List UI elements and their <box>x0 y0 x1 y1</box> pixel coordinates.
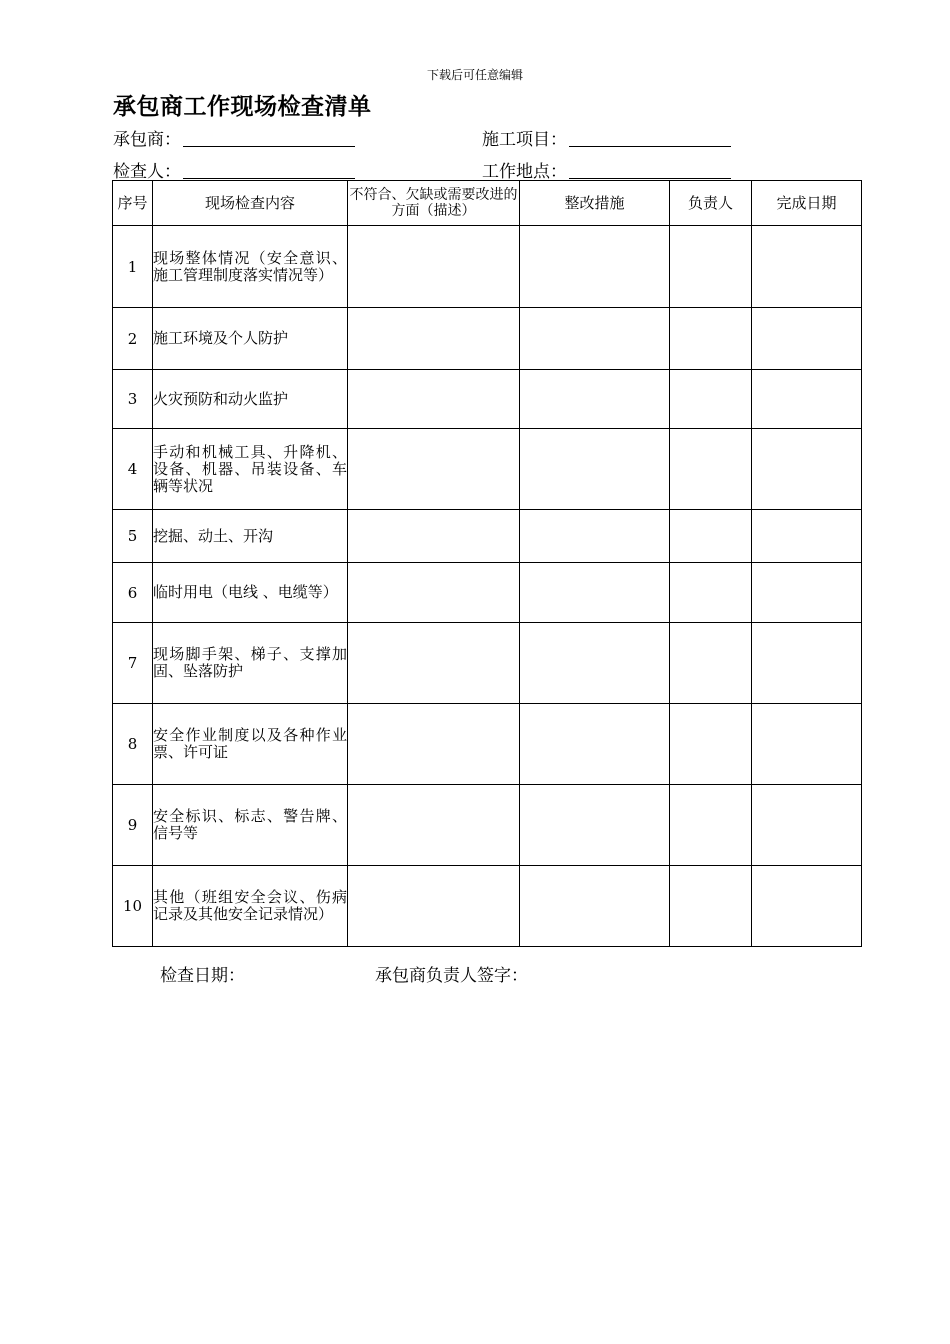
measures-cell[interactable] <box>520 563 670 623</box>
issues-cell[interactable] <box>348 866 520 947</box>
check-item: 安全作业制度以及各种作业票、许可证 <box>153 704 348 785</box>
table-row <box>113 226 862 308</box>
owner-cell[interactable] <box>670 704 752 785</box>
measures-cell[interactable] <box>520 226 670 308</box>
row-number: 4 <box>113 429 153 510</box>
check-item: 火灾预防和动火监护 <box>153 370 348 429</box>
due-date-cell[interactable] <box>752 370 862 429</box>
download-note: 下载后可任意编辑 <box>426 68 523 82</box>
table-row <box>113 308 862 370</box>
issues-cell[interactable] <box>348 704 520 785</box>
check-item: 临时用电（电线 、电缆等） <box>153 563 348 623</box>
col-header-content: 现场检查内容 <box>153 181 348 226</box>
project-field <box>482 125 731 150</box>
check-item: 现场整体情况（安全意识、施工管理制度落实情况等） <box>153 226 348 308</box>
inspection-table <box>112 180 862 947</box>
due-date-cell[interactable] <box>752 563 862 623</box>
row-number: 8 <box>113 704 153 785</box>
project-blank-line <box>569 145 731 147</box>
location-label: 工作地点： <box>482 162 567 182</box>
measures-cell[interactable] <box>520 370 670 429</box>
measures-cell[interactable] <box>520 429 670 510</box>
check-item: 挖掘、动土、开沟 <box>153 510 348 563</box>
owner-cell[interactable] <box>670 785 752 866</box>
inspector-label: 检查人： <box>113 162 181 182</box>
table-header-row <box>113 181 862 226</box>
due-date-cell[interactable] <box>752 510 862 563</box>
row-number: 6 <box>113 563 153 623</box>
row-number: 3 <box>113 370 153 429</box>
due-date-cell[interactable] <box>752 785 862 866</box>
owner-cell[interactable] <box>670 866 752 947</box>
due-date-cell[interactable] <box>752 429 862 510</box>
issues-cell[interactable] <box>348 370 520 429</box>
check-item: 安全标识、标志、警告牌、信号等 <box>153 785 348 866</box>
owner-cell[interactable] <box>670 226 752 308</box>
owner-cell[interactable] <box>670 429 752 510</box>
measures-cell[interactable] <box>520 785 670 866</box>
inspection-date-label: 检查日期： <box>160 966 245 986</box>
inspector-field <box>113 157 355 182</box>
col-header-measures: 整改措施 <box>520 181 670 226</box>
measures-cell[interactable] <box>520 623 670 704</box>
table-row <box>113 563 862 623</box>
owner-cell[interactable] <box>670 308 752 370</box>
col-header-issues: 不符合、欠缺或需要改进的方面（描述） <box>348 181 520 226</box>
due-date-cell[interactable] <box>752 308 862 370</box>
issues-cell[interactable] <box>348 785 520 866</box>
location-field <box>482 157 731 182</box>
due-date-cell[interactable] <box>752 866 862 947</box>
row-number: 10 <box>113 866 153 947</box>
project-label: 施工项目： <box>482 130 567 150</box>
issues-cell[interactable] <box>348 226 520 308</box>
issues-cell[interactable] <box>348 623 520 704</box>
inspector-blank-line <box>183 177 355 179</box>
due-date-cell[interactable] <box>752 704 862 785</box>
issues-cell[interactable] <box>348 510 520 563</box>
table-row <box>113 510 862 563</box>
issues-cell[interactable] <box>348 429 520 510</box>
row-number: 9 <box>113 785 153 866</box>
due-date-cell[interactable] <box>752 623 862 704</box>
measures-cell[interactable] <box>520 510 670 563</box>
table-row <box>113 370 862 429</box>
table-row <box>113 429 862 510</box>
row-number: 2 <box>113 308 153 370</box>
owner-cell[interactable] <box>670 510 752 563</box>
col-header-due-date: 完成日期 <box>752 181 862 226</box>
owner-cell[interactable] <box>670 370 752 429</box>
measures-cell[interactable] <box>520 866 670 947</box>
col-header-no: 序号 <box>113 181 153 226</box>
page-title: 承包商工作现场检查清单 <box>113 94 372 120</box>
contractor-field <box>113 125 355 150</box>
location-blank-line <box>569 177 731 179</box>
check-item: 现场脚手架、梯子、支撑加固、坠落防护 <box>153 623 348 704</box>
row-number: 1 <box>113 226 153 308</box>
measures-cell[interactable] <box>520 704 670 785</box>
contractor-signature-label: 承包商负责人签字： <box>375 966 528 986</box>
row-number: 5 <box>113 510 153 563</box>
table-row <box>113 704 862 785</box>
issues-cell[interactable] <box>348 308 520 370</box>
due-date-cell[interactable] <box>752 226 862 308</box>
table-row <box>113 866 862 947</box>
owner-cell[interactable] <box>670 623 752 704</box>
table-row <box>113 623 862 704</box>
col-header-owner: 负责人 <box>670 181 752 226</box>
check-item: 施工环境及个人防护 <box>153 308 348 370</box>
owner-cell[interactable] <box>670 563 752 623</box>
measures-cell[interactable] <box>520 308 670 370</box>
row-number: 7 <box>113 623 153 704</box>
contractor-blank-line <box>183 145 355 147</box>
check-item: 手动和机械工具、升降机、设备、机器、吊装设备、车辆等状况 <box>153 429 348 510</box>
contractor-label: 承包商： <box>113 130 181 150</box>
issues-cell[interactable] <box>348 563 520 623</box>
check-item: 其他（班组安全会议、伤病记录及其他安全记录情况） <box>153 866 348 947</box>
table-row <box>113 785 862 866</box>
